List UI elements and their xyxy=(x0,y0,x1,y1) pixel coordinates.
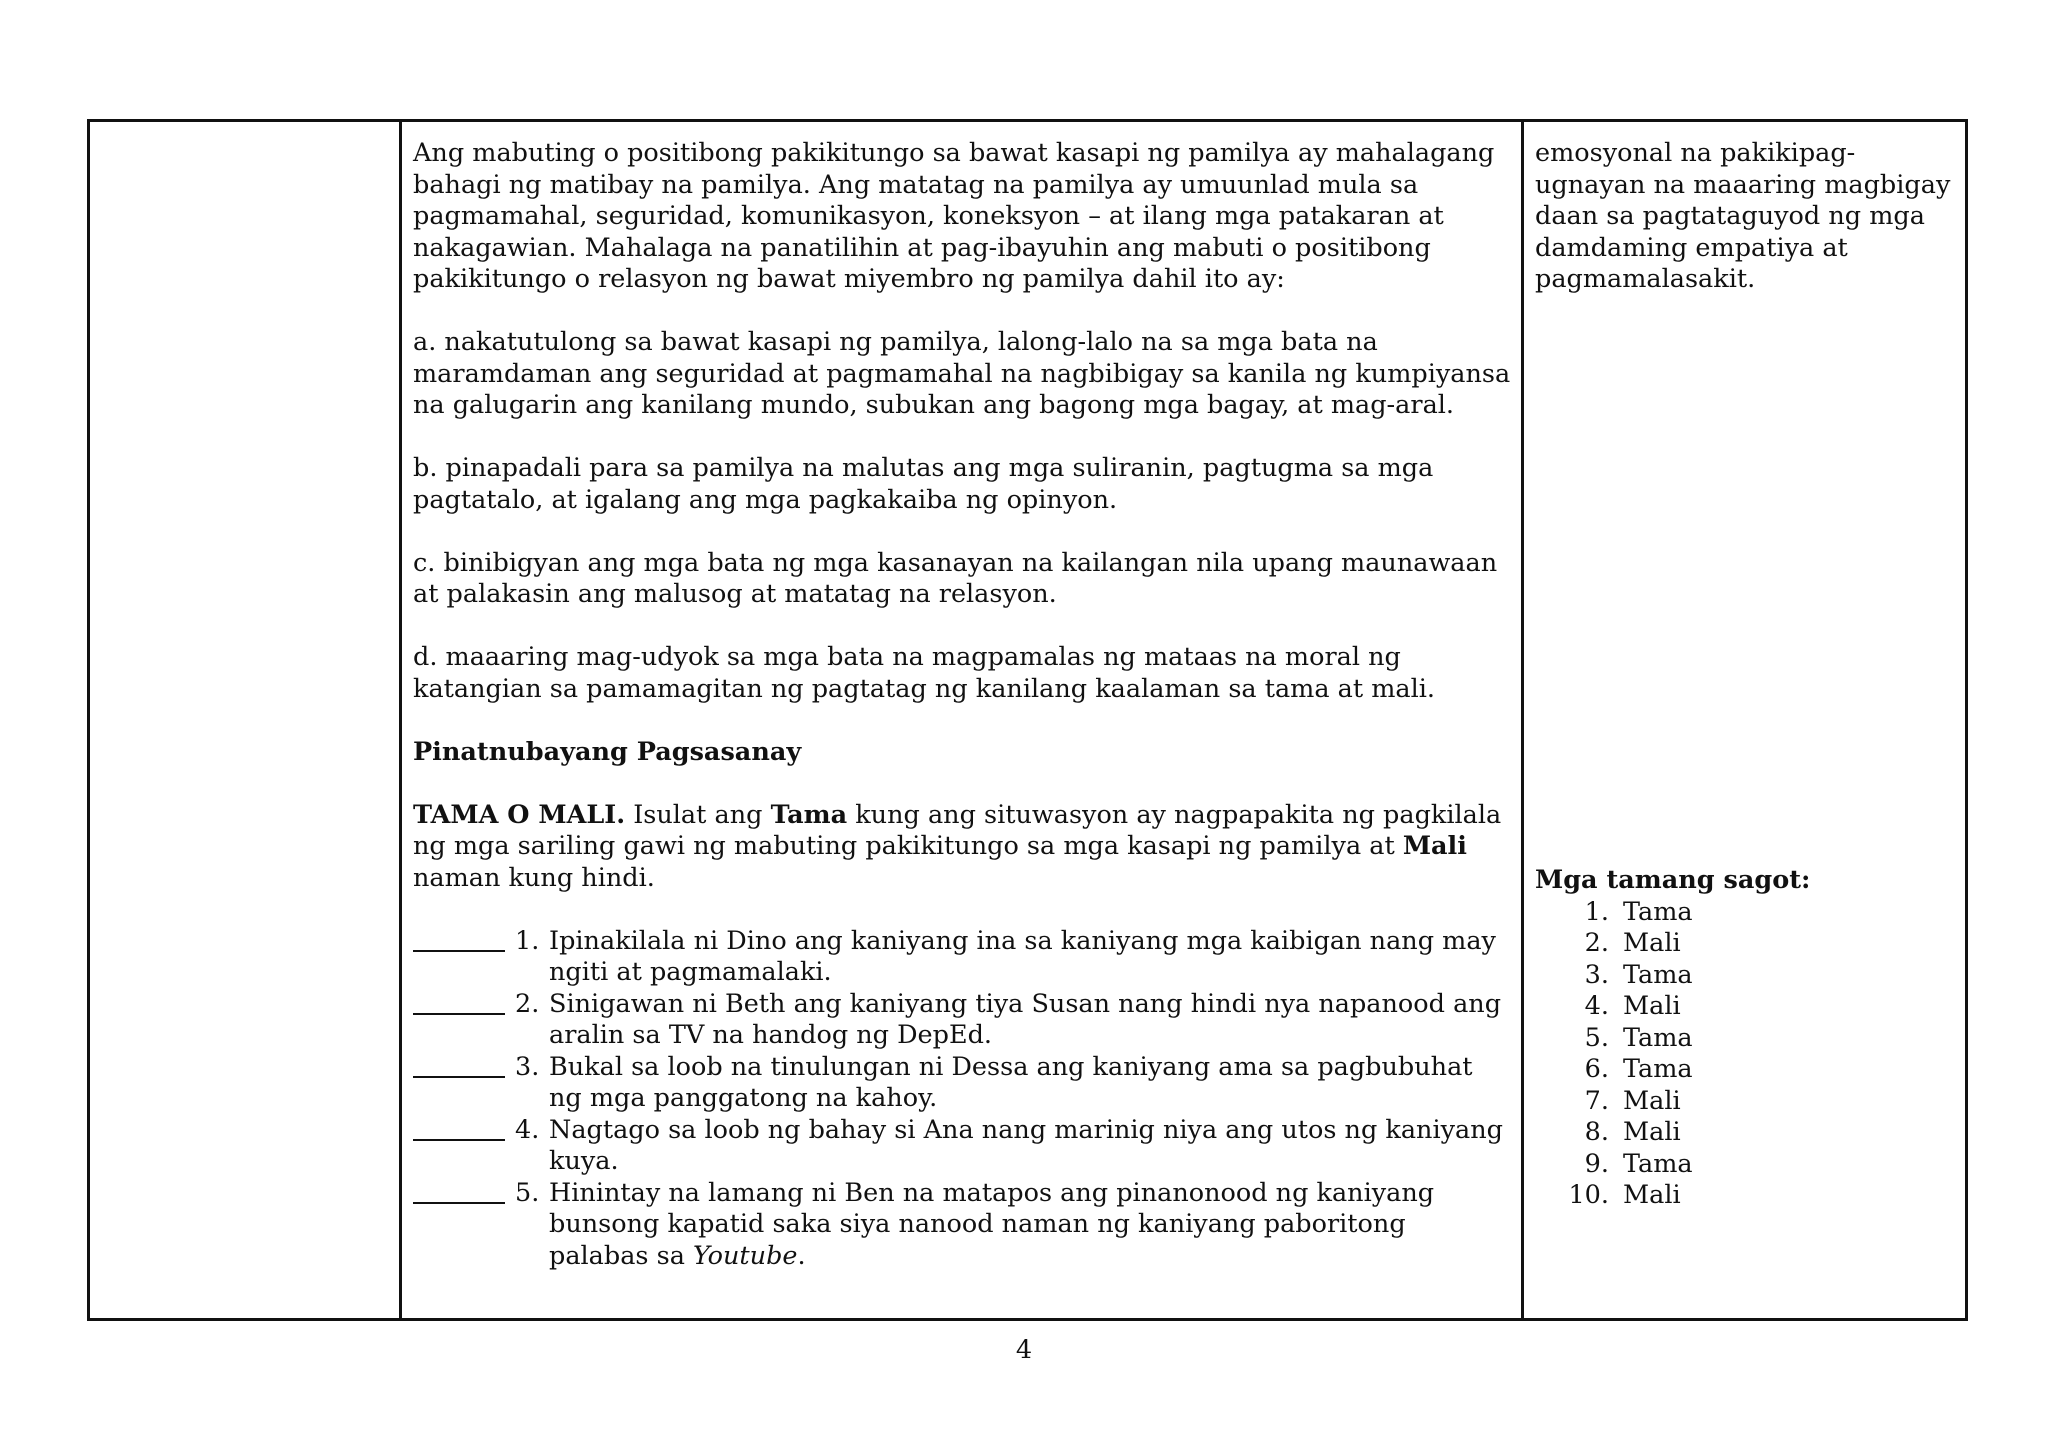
lesson-table xyxy=(87,119,1968,1321)
instructions-lead: TAMA O MALI. xyxy=(413,799,626,830)
answer-value: Mali xyxy=(1623,1117,1681,1147)
question-item xyxy=(413,926,1511,989)
answer-value: Tama xyxy=(1623,1022,1693,1053)
answer-value: Mali xyxy=(1623,928,1681,958)
content-column xyxy=(402,122,1524,1318)
answer-blank[interactable] xyxy=(413,1052,505,1078)
answer-number: 7. xyxy=(1584,1085,1609,1116)
instructions-text-3: naman kung hindi. xyxy=(413,862,655,893)
answer-item xyxy=(1535,897,1810,929)
answer-item xyxy=(1535,991,1810,1023)
point-b: b. pinapadali para sa pamilya na malutas ang mga suliranin, pagtugma sa mga pagtatalo, at igalang ang mga pagkakaiba ng opinyon. xyxy=(413,453,1434,515)
question-number: 3. xyxy=(515,1051,540,1082)
instructions-text-1: Isulat ang xyxy=(625,799,771,830)
question-item xyxy=(413,989,1511,1052)
question-text-tail: . xyxy=(797,1240,806,1271)
question-number: 5. xyxy=(515,1177,540,1208)
question-text: Sinigawan ni Beth ang kaniyang tiya Susan nang hindi nya napanood ang aralin sa TV na handog ng DepEd. xyxy=(549,988,1502,1050)
answer-value: Tama xyxy=(1623,1148,1693,1179)
question-item xyxy=(413,1115,1511,1178)
question-item xyxy=(413,1052,1511,1115)
answer-blank[interactable] xyxy=(413,1178,505,1204)
point-c: c. binibigyan ang mga bata ng mga kasanayan na kailangan nila upang maunawaan at palakasin ang malusog at matatag na relasyon. xyxy=(413,547,1498,609)
question-text: Ipinakilala ni Dino ang kaniyang ina sa kaniyang mga kaibigan nang may ngiti at pagmamalaki. xyxy=(549,925,1496,987)
page-number: 4 xyxy=(1015,1335,1033,1365)
answer-number: 3. xyxy=(1584,959,1609,990)
answer-item xyxy=(1535,960,1810,992)
answer-item xyxy=(1535,1023,1810,1055)
question-text: Bukal sa loob na tinulungan ni Dessa ang kaniyang ama sa pagbubuhat ng mga panggatong na kahoy. xyxy=(549,1051,1473,1113)
instructions-mali: Mali xyxy=(1402,831,1467,861)
intro-paragraph: Ang mabuting o positibong pakikitungo sa bawat kasapi ng pamilya ay mahalagang bahagi ng matibay na pamilya. Ang matatag na pamilya ay umuunlad mula sa pagmamahal, seguridad, komunikasyon, koneksyon – at ilang mga patakaran at nakagawian. Mahalaga na panatilihin at pag-ibayuhin ang mabuti o positibong pakikitungo o relasyon ng bawat miyembro ng pamilya dahil ito ay: xyxy=(413,138,1495,294)
answer-blank[interactable] xyxy=(413,926,505,952)
side-note: emosyonal na pakikipag-ugnayan na maaaring magbigay daan sa pagtataguyod ng mga damdaming empatiya at pagmamalasakit. xyxy=(1535,138,1951,294)
answer-value: Mali xyxy=(1623,1180,1681,1210)
point-d: d. maaaring mag-udyok sa mga bata na magpamalas ng mataas na moral ng katangian sa pamamagitan ng pagtatag ng kanilang kaalaman sa tama at mali. xyxy=(413,642,1436,704)
question-number: 2. xyxy=(515,988,540,1019)
answer-blank[interactable] xyxy=(413,989,505,1015)
point-a: a. nakatutulong sa bawat kasapi ng pamilya, lalong-lalo na sa mga bata na maramdaman ang seguridad at pagmamahal na nagbibigay sa kanila ng kumpiyansa na galugarin ang kanilang mundo, subukan ang bagong mga bagay, at mag-aral. xyxy=(413,327,1511,420)
question-text: Nagtago sa loob ng bahay si Ana nang marinig niya ang utos ng kaniyang kuya. xyxy=(549,1114,1503,1176)
answer-number: 9. xyxy=(1584,1148,1609,1179)
question-item xyxy=(413,1178,1511,1273)
answer-number: 10. xyxy=(1568,1180,1609,1210)
answer-item xyxy=(1535,1054,1810,1086)
answer-item xyxy=(1535,1086,1810,1118)
question-number: 4. xyxy=(515,1114,540,1145)
answer-blank[interactable] xyxy=(413,1115,505,1141)
empty-left-column xyxy=(90,122,402,1318)
question-text xyxy=(549,1178,1511,1273)
answer-value: Tama xyxy=(1623,1054,1693,1084)
answer-value: Tama xyxy=(1623,959,1693,990)
answer-number: 8. xyxy=(1584,1117,1609,1147)
youtube-text: Youtube xyxy=(693,1240,798,1271)
notes-column xyxy=(1524,122,1965,1318)
question-text-main: Hinintay na lamang ni Ben na matapos ang pinanonood ng kaniyang bunsong kapatid saka siya nanood naman ng kaniyang paboritong palabas sa xyxy=(549,1177,1435,1271)
answer-key-title: Mga tamang sagot: xyxy=(1535,865,1811,895)
answer-number: 2. xyxy=(1584,928,1609,958)
answer-key xyxy=(1535,865,1810,1212)
question-number: 1. xyxy=(515,925,540,956)
answer-value: Tama xyxy=(1623,896,1693,927)
answer-value: Mali xyxy=(1623,1085,1681,1116)
section-title: Pinatnubayang Pagsasanay xyxy=(413,736,802,767)
answer-number: 6. xyxy=(1584,1054,1609,1084)
answer-list xyxy=(1535,897,1810,1212)
answer-number: 4. xyxy=(1584,991,1609,1021)
instructions-tama: Tama xyxy=(770,799,848,830)
answer-item xyxy=(1535,1149,1810,1181)
answer-item xyxy=(1535,928,1810,960)
answer-item xyxy=(1535,1117,1810,1149)
answer-number: 1. xyxy=(1584,896,1609,927)
answer-value: Mali xyxy=(1623,991,1681,1021)
answer-number: 5. xyxy=(1584,1022,1609,1053)
instructions-text-2: kung ang situwasyon ay nagpapakita ng pagkilala ng mga sariling gawi ng mabuting pakikitungo sa mga kasapi ng pamilya at xyxy=(413,799,1502,861)
instructions xyxy=(413,800,1511,895)
answer-item xyxy=(1535,1180,1810,1212)
